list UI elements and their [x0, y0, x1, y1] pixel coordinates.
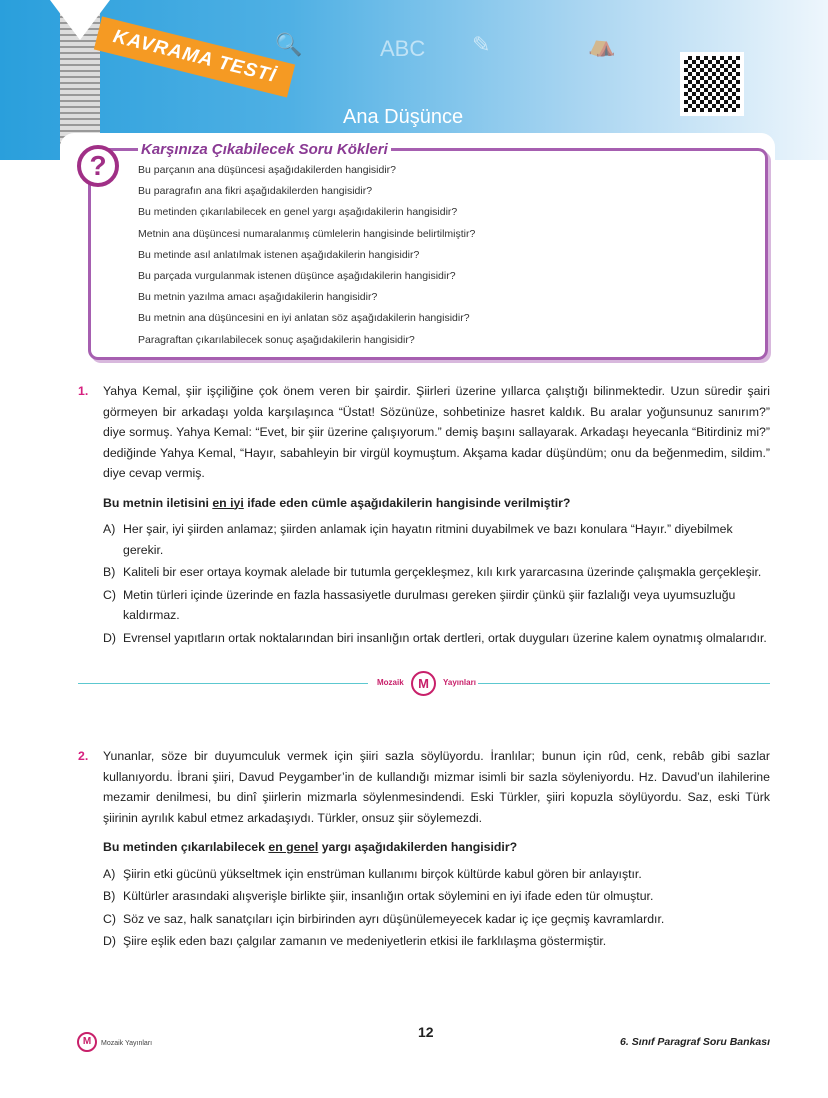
question-1 — [78, 381, 770, 650]
divider-line — [78, 683, 368, 684]
root-item: Bu metnin yazılma amacı aşağıdakilerin hangisidir? — [138, 291, 378, 304]
root-item: Bu metinde asıl anlatılmak istenen aşağıdakilerin hangisidir? — [138, 248, 420, 261]
page-number: 12 — [418, 1024, 434, 1040]
question-number: 1. — [78, 384, 89, 398]
root-item: Bu metinden çıkarılabilecek en genel yargı aşağıdakilerin hangisidir? — [138, 206, 458, 219]
test-type-badge: KAVRAMA TESTİ — [94, 16, 295, 97]
footer-logo: M — [77, 1032, 97, 1052]
roots-box-title: Karşınıza Çıkabilecek Soru Kökleri — [138, 141, 391, 158]
option-text: Evrensel yapıtların ortak noktalarından biri insanlığın ortak dertleri, ortak duyguları üzerine kalem oynatmış olmalarıdır. — [123, 630, 767, 645]
option-letter: D) — [103, 630, 116, 645]
stem-text: Bu metnin iletisini — [103, 495, 213, 510]
question-stem — [103, 493, 770, 514]
option-text: Kaliteli bir eser ortaya koymak alelade bir tutumla gerçekleşmez, kılı kırk yararcasına üzerinde çalışmakla gerçekleşir. — [123, 565, 762, 579]
divider-brand-left: Mozaik — [377, 678, 404, 687]
option-letter: C) — [103, 587, 116, 602]
option-text: Kültürler arasındaki alışverişle birlikte şiir, insanlığın ortak söylemini en iyi ifade eden tür olmuştur. — [123, 889, 654, 903]
divider-line — [478, 683, 770, 684]
topic-title: Ana Düşünce — [343, 106, 464, 128]
stem-emphasis: en genel — [268, 840, 319, 854]
option-letter: D) — [103, 934, 116, 948]
stem-text: ifade eden cümle aşağıdakilerin hangisinde verilmiştir? — [243, 495, 571, 510]
option-a[interactable] — [103, 864, 770, 885]
root-item: Bu parçanın ana düşüncesi aşağıdakilerden hangisidir? — [138, 164, 397, 176]
pencil-icon: ✎ — [472, 32, 491, 57]
question-roots-list — [138, 164, 475, 355]
question-number: 2. — [78, 749, 89, 763]
question-stem — [103, 837, 770, 858]
option-letter: A) — [103, 866, 116, 881]
bag-icon: ⛺ — [588, 32, 616, 57]
option-letter: C) — [103, 911, 116, 926]
option-text: Her şair, iyi şiirden anlamaz; şiirden anlamak için hayatın ritmini duyabilmek ve bazı konulara “Hayır.” diyebilmek gerekir. — [123, 522, 733, 557]
stem-emphasis: en iyi — [212, 495, 244, 510]
question-passage: Yunanlar, söze bir duyumculuk vermek için şiiri sazla söylüyordu. İranlılar; bunun için rûd, cenk, rebâb gibi sazlar kullanıyordu. İbrani şiiri, Davud Peygamber’in de kullandığı mizmar isimli bir sazla söyleniyordu. Hz. Davud’un ilahilerine mezamir denilmesi, bu dinî şiirlerin mizmarla söylenmesindendi. Eski Türkler, şiiri kopuzla söylüyordu. Saz, eski Türk şiirinin ayrılık kabul etmez arkadaşıydı. Türkler, onsuz şiir söylemezdi. — [103, 749, 770, 825]
option-c[interactable] — [103, 585, 770, 626]
option-letter: B) — [103, 889, 116, 903]
root-item: Paragraftan çıkarılabilecek sonuç aşağıdakilerin hangisidir? — [138, 333, 415, 346]
footer-publisher: Mozaik Yayınları — [101, 1040, 153, 1047]
divider-brand-right: Yayınları — [443, 678, 476, 687]
question-mark-icon: ? — [77, 145, 119, 187]
option-text: Şiire eşlik eden bazı çalgılar zamanın ve medeniyetlerin etkisi ile farklılaşma göstermiştir. — [123, 934, 607, 948]
option-d[interactable] — [103, 931, 770, 952]
book-title: 6. Sınıf Paragraf Soru Bankası — [620, 1036, 770, 1048]
root-item: Bu parçada vurgulanmak istenen düşünce aşağıdakilerin hangisidir? — [138, 269, 456, 282]
option-text: Söz ve saz, halk sanatçıları için birbirinden ayrı düşünülemeyecek kadar iç içe geçmiş kavramlardır. — [123, 911, 665, 926]
stem-text: yargı aşağıdakilerden hangisidir? — [318, 840, 518, 854]
option-letter: B) — [103, 565, 116, 579]
qr-code[interactable] — [680, 52, 744, 116]
stem-text: Bu metinden çıkarılabilecek — [103, 840, 269, 854]
publisher-logo: M — [411, 671, 436, 696]
option-d[interactable] — [103, 628, 770, 649]
option-text: Metin türleri içinde üzerinde en fazla hassasiyetle durulması gereken şiirdir çünkü şiir fazlalığı veya uyumsuzluğu kaldırmaz. — [123, 587, 736, 622]
option-letter: A) — [103, 522, 116, 536]
abc-decoration: ABC — [380, 36, 426, 61]
option-a[interactable] — [103, 519, 770, 560]
option-b[interactable] — [103, 886, 770, 907]
option-b[interactable] — [103, 562, 770, 583]
magnifier-icon: 🔍 — [275, 32, 303, 57]
root-item: Bu paragrafın ana fikri aşağıdakilerden hangisidir? — [138, 185, 373, 198]
option-text: Şiirin etki gücünü yükseltmek için enstrüman kullanımı birçok kültürde kabul gören bir anlayıştır. — [123, 866, 642, 881]
root-item: Bu metnin ana düşüncesini en iyi anlatan söz aşağıdakilerin hangisidir? — [138, 312, 470, 325]
question-passage: Yahya Kemal, şiir işçiliğine çok önem veren bir şairdir. Şiirleri üzerine yıllarca çalıştığı bilinmektedir. Uzun süredir şairi görmeyen bir arkadaşı yolda karşılaşınca “Üstat! Sözünüze, sohbetinize hasret kaldık. Bu aralar yoğunsunuz sanırım?” diye sormuş. Yahya Kemal: “Evet, bir şiir üzerine çalışıyorum.” demiş başını sallayarak. Arkadaşı heyecanla “Bitirdiniz mi?” dediğinde Yahya Kemal, “Hayır, sabahleyin bir virgül koymuştum. Akşama kadar düşündüm; onu da beğenmedim, sildim.” diye cevap vermiş. — [103, 384, 770, 480]
root-item: Metnin ana düşüncesi numaralanmış cümlelerin hangisinde belirtilmiştir? — [138, 227, 476, 240]
question-2 — [78, 746, 770, 954]
option-c[interactable] — [103, 909, 770, 930]
